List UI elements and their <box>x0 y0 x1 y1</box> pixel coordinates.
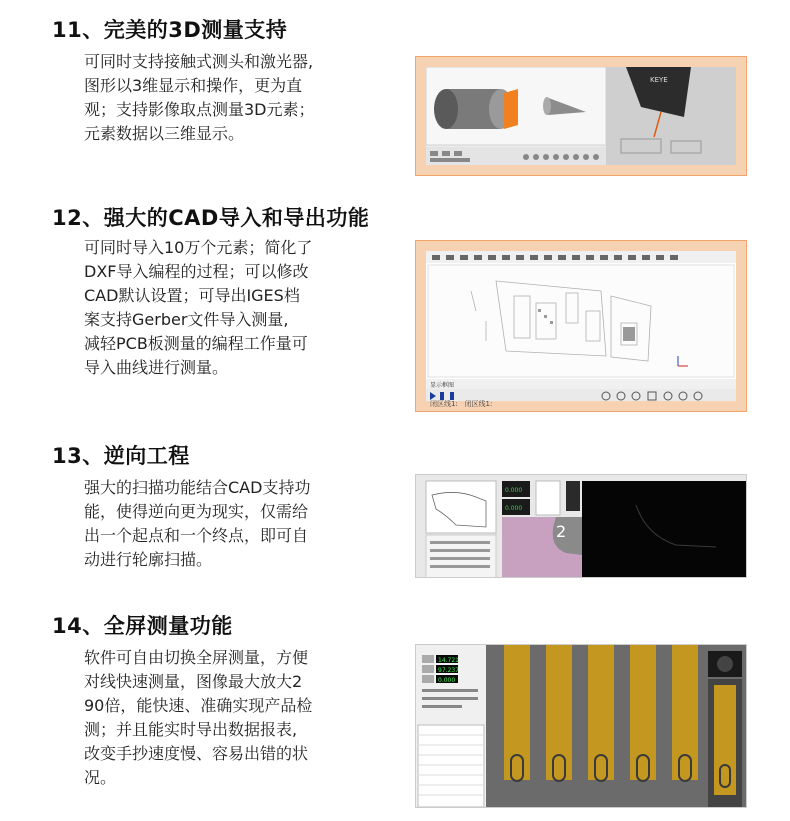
description-line: 图形以3维显示和操作，更为直 <box>84 76 303 95</box>
section-title: 13、逆向工程 <box>52 444 190 468</box>
screenshot-cad-import <box>415 240 747 412</box>
description-line: 能，使得逆向更为现实，仅需给 <box>84 502 309 521</box>
description-line: 减轻PCB板测量的编程工作量可 <box>84 334 308 353</box>
description-line: 可同时支持接触式测头和激光器, <box>84 52 314 71</box>
overlay-number: 2 <box>556 522 567 541</box>
readout-z: 0.000 <box>438 677 456 684</box>
svg-text:0.000: 0.000 <box>505 487 523 494</box>
description-line: 对线快速测量，图像最大放大2 <box>84 672 303 691</box>
tab-image: 图 <box>448 382 455 389</box>
description-line: 强大的扫描功能结合CAD支持功 <box>84 478 311 497</box>
status-text: 闭区线1: 闭区线1: <box>430 400 493 408</box>
section-description <box>84 236 312 380</box>
description-line: 可同时导入10万个元素；简化了 <box>84 238 313 257</box>
description-line: 改变手抄速度慢、容易出错的状 <box>84 744 309 763</box>
brand-label: KEYE <box>650 76 668 84</box>
description-line: 导入曲线进行测量。 <box>84 358 229 377</box>
description-line: CAD默认设置；可导出IGES档 <box>84 286 300 305</box>
section-13 <box>0 430 790 600</box>
section-description <box>84 646 312 790</box>
3d-view-illustration <box>426 67 736 165</box>
description-line: 况。 <box>84 768 117 787</box>
section-title: 12、强大的CAD导入和导出功能 <box>52 206 370 230</box>
description-line: 动进行轮廓扫描。 <box>84 550 213 569</box>
reverse-engineering-illustration <box>416 475 747 578</box>
section-title: 14、全屏测量功能 <box>52 614 233 638</box>
section-title: 11、完美的3D测量支持 <box>52 18 288 42</box>
readout-x: 14.721 <box>438 657 459 664</box>
section-description <box>84 476 310 572</box>
description-line: 元素数据以三维显示。 <box>84 124 245 143</box>
screenshot-3d-view <box>415 56 747 176</box>
cad-view-illustration <box>426 251 736 401</box>
readout-y: 97.237 <box>438 667 459 674</box>
section-14 <box>0 600 790 821</box>
description-line: 90倍，能快速、准确实现产品检 <box>84 696 313 715</box>
screenshot-reverse-engineering <box>415 474 747 578</box>
tab-display: 显示框 <box>430 382 449 389</box>
description-line: 软件可自由切换全屏测量，方便 <box>84 648 309 667</box>
screenshot-fullscreen-measurement <box>415 644 747 808</box>
section-description <box>84 50 315 146</box>
section-11 <box>0 0 790 190</box>
fullscreen-illustration <box>416 645 747 808</box>
description-line: 出一个起点和一个终点，即可自 <box>84 526 309 545</box>
description-line: 案支持Gerber文件导入测量, <box>84 310 289 329</box>
section-12 <box>0 190 790 430</box>
description-line: DXF导入编程的过程；可以修改 <box>84 262 309 281</box>
description-line: 观；支持影像取点测量3D元素； <box>84 100 315 119</box>
svg-text:0.000: 0.000 <box>505 505 523 512</box>
description-line: 测；并且能实时导出数据报表, <box>84 720 298 739</box>
